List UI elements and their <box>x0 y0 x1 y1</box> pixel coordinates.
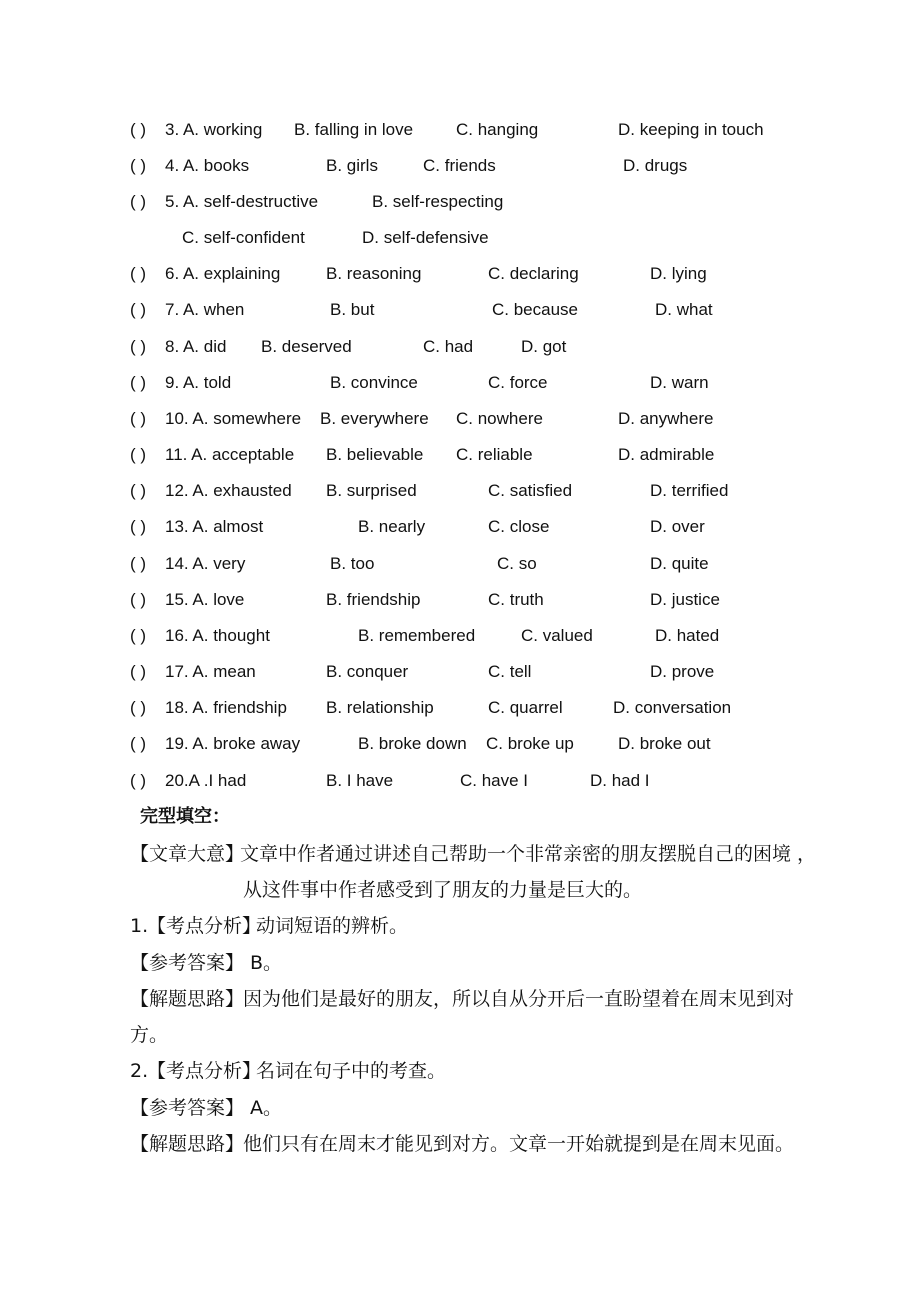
summary-text: 文章中作者通过讲述自己帮助一个非常亲密的朋友摆脱自己的困境 ， <box>240 843 817 865</box>
option-d: D. got <box>521 337 567 356</box>
option-c: C. so <box>497 554 537 573</box>
summary-label: 【文章大意】 <box>130 843 245 865</box>
option-c: C. broke up <box>486 734 574 753</box>
option-d: D. drugs <box>623 156 688 175</box>
answer-text: A。 <box>250 1097 282 1119</box>
option-a: 6. A. explaining <box>165 264 281 283</box>
option-d: D. broke out <box>618 734 711 753</box>
point-text: 动词短语的辨析。 <box>256 915 409 937</box>
option-c: C. have I <box>460 771 529 790</box>
option-a: 15. A. love <box>165 590 245 609</box>
option-b: B. I have <box>326 771 394 790</box>
option-c: C. close <box>488 517 550 536</box>
option-c: C. quarrel <box>488 698 563 717</box>
answer-label: 【参考答案】 <box>130 952 245 974</box>
option-b: B. relationship <box>326 698 434 717</box>
option-a: 9. A. told <box>165 373 232 392</box>
option-c: C. tell <box>488 662 532 681</box>
option-b: B. falling in love <box>294 120 414 139</box>
option-b: B. convince <box>330 373 418 392</box>
answer-blank[interactable]: ( ) <box>130 517 147 536</box>
option-b: B. deserved <box>261 337 352 356</box>
answer-blank[interactable]: ( ) <box>130 264 147 283</box>
answer-blank[interactable]: ( ) <box>130 120 147 139</box>
option-a: 7. A. when <box>165 300 245 319</box>
answer-blank[interactable]: ( ) <box>130 626 147 645</box>
option-d: D. hated <box>655 626 720 645</box>
option-b: B. self-respecting <box>372 192 504 211</box>
answer-blank[interactable]: ( ) <box>130 300 147 319</box>
summary-text-continued: 从这件事中作者感受到了朋友的力量是巨大的。 <box>243 879 643 901</box>
option-a: 20.A .I had <box>165 771 247 790</box>
option-c: C. reliable <box>456 445 533 464</box>
option-a: 4. A. books <box>165 156 250 175</box>
option-a: 5. A. self-destructive <box>165 192 319 211</box>
option-b: B. surprised <box>326 481 417 500</box>
option-b: B. believable <box>326 445 424 464</box>
reason-label: 【解题思路】 <box>130 988 245 1010</box>
option-b: B. conquer <box>326 662 409 681</box>
answer-blank[interactable]: ( ) <box>130 373 147 392</box>
answer-blank[interactable]: ( ) <box>130 590 147 609</box>
reason-text: 他们只有在周末才能见到对方。文章一开始就提到是在周末见面。 <box>243 1133 795 1155</box>
answer-blank[interactable]: ( ) <box>130 445 147 464</box>
option-d: D. self-defensive <box>362 228 489 247</box>
answer-blank[interactable]: ( ) <box>130 734 147 753</box>
option-c: C. satisfied <box>488 481 573 500</box>
option-b: B. broke down <box>358 734 467 753</box>
option-a: 3. A. working <box>165 120 263 139</box>
option-b: B. everywhere <box>320 409 429 428</box>
option-c: C. nowhere <box>456 409 543 428</box>
option-b: B. remembered <box>358 626 476 645</box>
point-label: 【考点分析】 <box>147 1060 262 1082</box>
option-d: D. justice <box>650 590 720 609</box>
option-c: C. friends <box>423 156 496 175</box>
option-c: C. hanging <box>456 120 539 139</box>
reason-label: 【解题思路】 <box>130 1133 245 1155</box>
point-text: 名词在句子中的考查。 <box>256 1060 447 1082</box>
option-d: D. over <box>650 517 705 536</box>
option-d: D. warn <box>650 373 709 392</box>
answer-blank[interactable]: ( ) <box>130 554 147 573</box>
option-d: D. terrified <box>650 481 729 500</box>
option-a: 18. A. friendship <box>165 698 287 717</box>
option-d: D. quite <box>650 554 709 573</box>
answer-blank[interactable]: ( ) <box>130 192 147 211</box>
option-b: B. friendship <box>326 590 421 609</box>
option-a: 11. A. acceptable <box>165 445 295 464</box>
option-c: C. valued <box>521 626 593 645</box>
item-number: 2. <box>130 1060 149 1082</box>
answer-blank[interactable]: ( ) <box>130 771 147 790</box>
answer-blank[interactable]: ( ) <box>130 481 147 500</box>
point-label: 【考点分析】 <box>147 915 262 937</box>
option-d: D. had I <box>590 771 650 790</box>
option-a: 13. A. almost <box>165 517 264 536</box>
option-b: B. reasoning <box>326 264 422 283</box>
item-number: 1. <box>130 915 149 937</box>
option-b: B. too <box>330 554 375 573</box>
option-a: 10. A. somewhere <box>165 409 302 428</box>
option-d: D. lying <box>650 264 707 283</box>
option-d: D. admirable <box>618 445 715 464</box>
option-c: C. self-confident <box>182 228 305 247</box>
answer-blank[interactable]: ( ) <box>130 156 147 175</box>
option-d: D. what <box>655 300 713 319</box>
option-a: 8. A. did <box>165 337 227 356</box>
answer-blank[interactable]: ( ) <box>130 409 147 428</box>
option-b: B. girls <box>326 156 378 175</box>
section-heading: 完型填空： <box>140 806 230 827</box>
answer-blank[interactable]: ( ) <box>130 337 147 356</box>
option-c: C. because <box>492 300 578 319</box>
option-c: C. truth <box>488 590 544 609</box>
reason-text-continued: 方。 <box>130 1024 169 1046</box>
option-a: 14. A. very <box>165 554 246 573</box>
option-a: 17. A. mean <box>165 662 256 681</box>
option-d: D. anywhere <box>618 409 714 428</box>
answer-blank[interactable]: ( ) <box>130 698 147 717</box>
option-b: B. but <box>330 300 375 319</box>
option-d: D. conversation <box>613 698 732 717</box>
option-c: C. declaring <box>488 264 579 283</box>
option-d: D. prove <box>650 662 715 681</box>
answer-text: B。 <box>250 952 283 974</box>
answer-blank[interactable]: ( ) <box>130 662 147 681</box>
option-b: B. nearly <box>358 517 426 536</box>
option-a: 12. A. exhausted <box>165 481 292 500</box>
reason-text: 因为他们是最好的朋友，所以自从分开后一直盼望着在周末见到对 <box>243 988 795 1010</box>
option-c: C. had <box>423 337 474 356</box>
option-a: 19. A. broke away <box>165 734 301 753</box>
answer-label: 【参考答案】 <box>130 1097 245 1119</box>
option-a: 16. A. thought <box>165 626 270 645</box>
option-c: C. force <box>488 373 548 392</box>
option-d: D. keeping in touch <box>618 120 764 139</box>
